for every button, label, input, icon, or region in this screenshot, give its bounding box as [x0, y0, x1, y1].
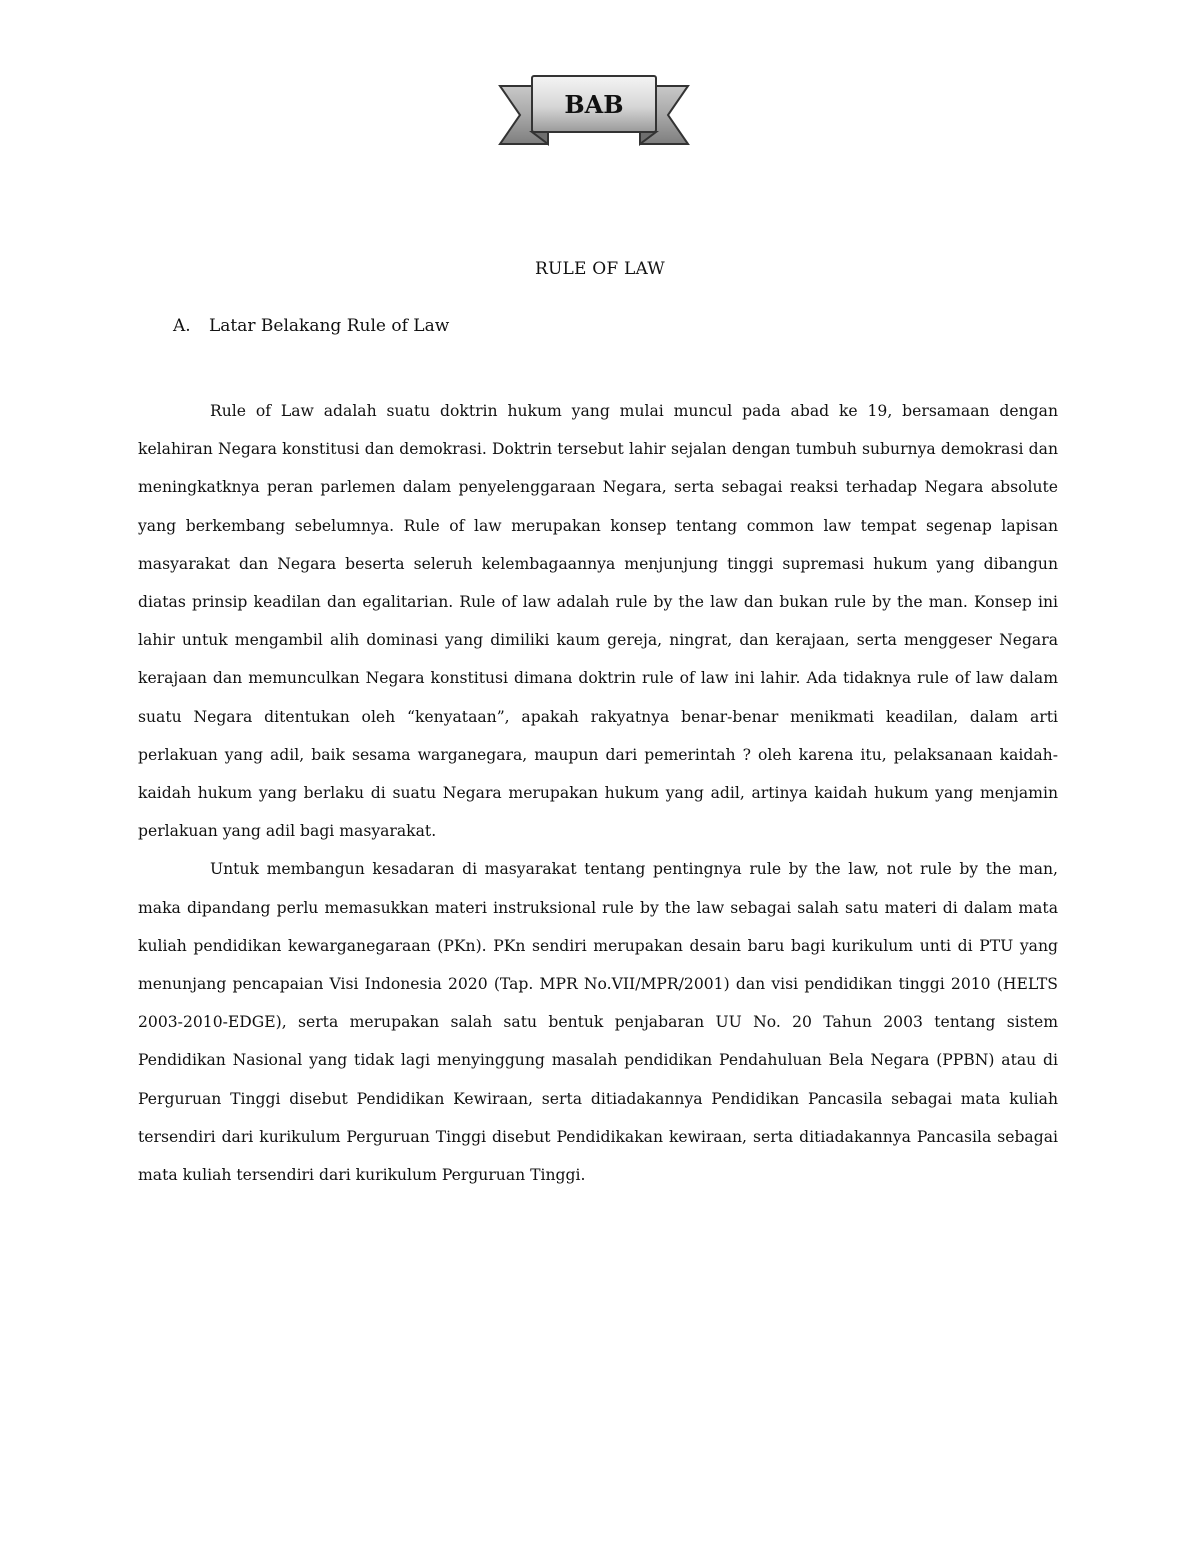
paragraph: Untuk membangun kesadaran di masyarakat tentang pentingnya rule by the law, not rule by the man, maka dipandang perlu memasukkan materi instruksional rule by the law sebagai salah satu materi di dalam mata kuliah pendidikan kewarganegaraan (PKn). PKn sendiri merupakan desain baru bagi kurikulum unti di PTU yang menunjang pencapaian Visi Indonesia 2020 (Tap. MPR No.VII/MPR/2001) dan visi pendidikan tinggi 2010 (HELTS 2003-2010-EDGE), serta merupakan salah satu bentuk penjabaran UU No. 20 Tahun 2003 tentang sistem Pendidikan Nasional yang tidak lagi menyinggung masalah pendidikan Pendahuluan Bela Negara (PPBN) atau di Perguruan Tinggi disebut Pendidikan Kewiraan, serta ditiadakannya Pendidikan Pancasila sebagai mata kuliah tersendiri dari kurikulum Perguruan Tinggi disebut Pendidikakan kewiraan, serta ditiadakannya Pancasila sebagai mata kuliah tersendiri dari kurikulum Perguruan Tinggi. [138, 860, 1058, 1185]
page-title: RULE OF LAW [535, 259, 665, 279]
paragraph: Rule of Law adalah suatu doktrin hukum yang mulai muncul pada abad ke 19, bersamaan dengan kelahiran Negara konstitusi dan demokrasi. Doktrin tersebut lahir sejalan dengan tumbuh suburnya demokrasi dan meningkatknya peran parlemen dalam penyelenggaraan Negara, serta sebagai reaksi terhadap Negara absolute yang berkembang sebelumnya. Rule of law merupakan konsep tentang common law tempat segenap lapisan masyarakat dan Negara beserta seleruh kelembagaannya menjunjung tinggi supremasi hukum yang dibangun diatas prinsip keadilan dan egalitarian. Rule of law adalah rule by the law dan bukan rule by the man. Konsep ini lahir untuk mengambil alih dominasi yang dimiliki kaum gereja, ningrat, dan kerajaan, serta menggeser Negara kerajaan dan memunculkan Negara konstitusi dimana doktrin rule of law ini lahir. Ada tidaknya rule of law dalam suatu Negara ditentukan oleh “kenyataan”, apakah rakyatnya benar-benar menikmati keadilan, dalam arti perlakuan yang adil, baik sesama warganegara, maupun dari pemerintah ? oleh karena itu, pelaksanaan kaidah-kaidah hukum yang berlaku di suatu Negara merupakan hukum yang adil, artinya kaidah hukum yang menjamin perlakuan yang adil bagi masyarakat. [138, 402, 1058, 841]
document-body [138, 392, 1058, 1194]
chapter-banner [496, 74, 692, 150]
section-heading-text: Latar Belakang Rule of Law [209, 316, 450, 336]
section-heading [173, 316, 449, 336]
chapter-label: BAB [564, 89, 624, 119]
section-number: A. [173, 316, 191, 336]
